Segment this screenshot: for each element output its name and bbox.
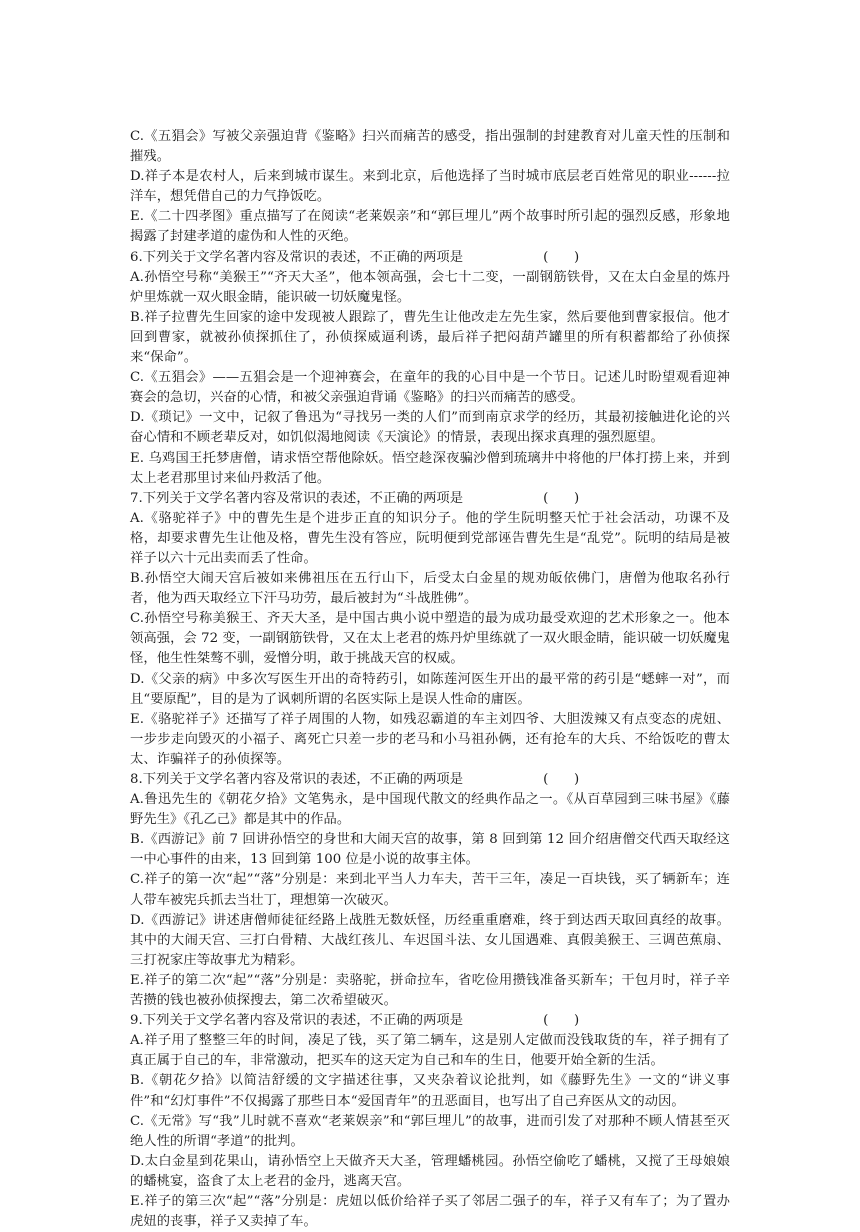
question-stem-row bbox=[130, 770, 730, 790]
question-stem: 8.下列关于文学名著内容及常识的表述，不正确的两项是 bbox=[130, 772, 464, 787]
lead-item: C.《五猖会》写被父亲强迫背《鉴略》扫兴而痛苦的感受，指出强制的封建教育对儿童天性的压制和摧残。 bbox=[130, 129, 730, 165]
question-stem: 7.下列关于文学名著内容及常识的表述，不正确的两项是 bbox=[130, 490, 464, 506]
option-a: A.《骆驼祥子》中的曹先生是个进步正直的知识分子。他的学生阮明整天忙于社会活动，功课不及格，却要求曹先生让他及格，曹先生没有答应，阮明便到党部诬告曹先生是“乱党”。阮明的结局是被祥子以六十元出卖而丢了性命。 bbox=[130, 510, 730, 566]
answer-blank: ( ) bbox=[543, 772, 580, 787]
question-stem-row bbox=[130, 1011, 730, 1031]
question-6 bbox=[130, 248, 730, 489]
option-e: E.《骆驼祥子》还描写了祥子周围的人物，如残忍霸道的车主刘四爷、大胆泼辣又有点变态的虎妞、一步步走向毁灭的小福子、离死亡只差一步的老马和小马祖孙俩，还有抢车的大兵、不给饭吃的曹太太、诈骗祥子的孙侦探等。 bbox=[130, 711, 730, 767]
option-c: C.《五猖会》——五猖会是一个迎神赛会，在童年的我的心目中是一个节日。记述儿时盼望观看迎神赛会的急切，兴奋的心情，和被父亲强迫背诵《鉴略》的扫兴而痛苦的感受。 bbox=[130, 370, 730, 406]
option-b: B.孙悟空大闹天宫后被如来佛祖压在五行山下，后受太白金星的规劝皈依佛门，唐僧为他取名孙行者，他为西天取经立下汗马功劳，最后被封为“斗战胜佛”。 bbox=[130, 571, 730, 607]
question-stem: 6.下列关于文学名著内容及常识的表述，不正确的两项是 bbox=[130, 249, 464, 265]
exam-page bbox=[130, 127, 730, 1232]
question-stem-row bbox=[130, 248, 730, 268]
option-e: E. 乌鸡国王托梦唐僧，请求悟空帮他除妖。悟空趁深夜骗沙僧到琉璃井中将他的尸体打捞上来，并到太上老君那里讨来仙丹救活了他。 bbox=[130, 450, 730, 486]
option-b: B.《西游记》前 7 回讲孙悟空的身世和大闹天宫的故事，第 8 回到第 12 回介绍唐僧交代西天取经这一中心事件的由来，13 回到第 100 位是小说的故事主体。 bbox=[130, 832, 730, 868]
question-9 bbox=[130, 1011, 730, 1232]
lead-items bbox=[130, 127, 730, 248]
question-8 bbox=[130, 770, 730, 1011]
lead-item: D.祥子本是农村人，后来到城市谋生。来到北京，后他选择了当时城市底层老百姓常见的职业------拉洋车，想凭借自己的力气挣饭吃。 bbox=[130, 169, 730, 205]
answer-blank: ( ) bbox=[543, 249, 580, 265]
option-b: B.《朝花夕拾》以简洁舒缓的文字描述往事，又夹杂着议论批判，如《藤野先生》一文的“讲义事件”和“幻灯事件”不仅揭露了那些日本“爱国青年”的丑恶面目，也写出了自己弃医从文的动因。 bbox=[130, 1073, 730, 1109]
option-e: E.祥子的第二次“起”“落”分别是：卖骆驼，拼命拉车，省吃俭用攒钱准备买新车；干包月时，祥子辛苦攒的钱也被孙侦探搜去，第二次希望破灭。 bbox=[130, 972, 730, 1009]
question-stem: 9.下列关于文学名著内容及常识的表述，不正确的两项是 bbox=[130, 1013, 464, 1029]
option-d: D.《父亲的病》中多次写医生开出的奇特药引，如陈莲河医生开出的最平常的药引是“蟋蟀一对”，而且“要原配”，目的是为了讽刺所谓的名医实际上是误人性命的庸医。 bbox=[130, 671, 730, 707]
option-a: A.鲁迅先生的《朝花夕拾》文笔隽永，是中国现代散文的经典作品之一。《从百草园到三味书屋》《藤野先生》《孔乙己》都是其中的作品。 bbox=[130, 792, 730, 828]
option-b: B.祥子拉曹先生回家的途中发现被人跟踪了，曹先生让他改走左先生家，然后要他到曹家报信。他才回到曹家，就被孙侦探抓住了，孙侦探威逼利诱，最后祥子把闷葫芦罐里的所有积蓄都给了孙侦探来“保命”。 bbox=[130, 309, 730, 366]
question-7 bbox=[130, 489, 730, 770]
option-d: D.《琐记》一文中，记叙了鲁迅为“寻找另一类的人们”而到南京求学的经历，其最初接触进化论的兴奋心情和不顾老辈反对，如饥似渴地阅读《天演论》的情景，表现出探求真理的强烈愿望。 bbox=[130, 410, 730, 446]
question-stem-row bbox=[130, 489, 730, 509]
option-d: D.太白金星到花果山，请孙悟空上天做齐天大圣，管理蟠桃园。孙悟空偷吃了蟠桃，又搅了王母娘娘的蟠桃宴，盗食了太上老君的金丹，逃离天宫。 bbox=[130, 1153, 730, 1189]
answer-blank: ( ) bbox=[543, 490, 580, 506]
option-a: A.祥子用了整整三年的时间，凑足了钱，买了第二辆车，这是别人定做而没钱取货的车，祥子拥有了真正属于自己的车，非常激动，把买车的这天定为自己和车的生日，他要开始全新的生活。 bbox=[130, 1033, 730, 1069]
option-e: E.祥子的第三次“起”“落”分别是：虎妞以低价给祥子买了邻居二强子的车，祥子又有车了；为了置办虎妞的丧事，祥子又卖掉了车。 bbox=[130, 1193, 730, 1230]
option-d: D.《西游记》讲述唐僧师徒征经路上战胜无数妖怪，历经重重磨难，终于到达西天取回真经的故事。其中的大闹天宫、三打白骨精、大战红孩儿、车迟国斗法、女儿国遇难、真假美猴王、三调芭蕉扇、三打祝家庄等故事尤为精彩。 bbox=[130, 912, 730, 968]
option-a: A.孙悟空号称“美猴王”“齐天大圣”，他本领高强，会七十二变，一副钢筋铁骨，又在太白金星的炼丹炉里炼就一双火眼金睛，能识破一切妖魔鬼怪。 bbox=[130, 269, 730, 305]
answer-blank: ( ) bbox=[543, 1013, 580, 1029]
option-c: C.孙悟空号称美猴王、齐天大圣，是中国古典小说中塑造的最为成功最受欢迎的艺术形象之一。他本领高强，会 72 变，一副钢筋铁骨，又在太上老君的炼丹炉里练就了一双火眼金睛，能识破一切妖魔鬼怪，他生性桀骜不驯，爱憎分明，敢于挑战天宫的权威。 bbox=[130, 611, 730, 667]
option-c: C.祥子的第一次“起”“落”分别是：来到北平当人力车夫，苦干三年，凑足一百块钱，买了辆新车；连人带车被宪兵抓去当壮丁，理想第一次破灭。 bbox=[130, 872, 730, 908]
lead-item: E.《二十四孝图》重点描写了在阅读“老莱娱亲”和“郭巨埋儿”两个故事时所引起的强烈反感，形象地揭露了封建孝道的虚伪和人性的灭绝。 bbox=[130, 209, 730, 245]
option-c: C.《无常》写“我”儿时就不喜欢“老莱娱亲”和“郭巨埋儿”的故事，进而引发了对那种不顾人情甚至灭绝人性的所谓“孝道”的批判。 bbox=[130, 1113, 730, 1149]
